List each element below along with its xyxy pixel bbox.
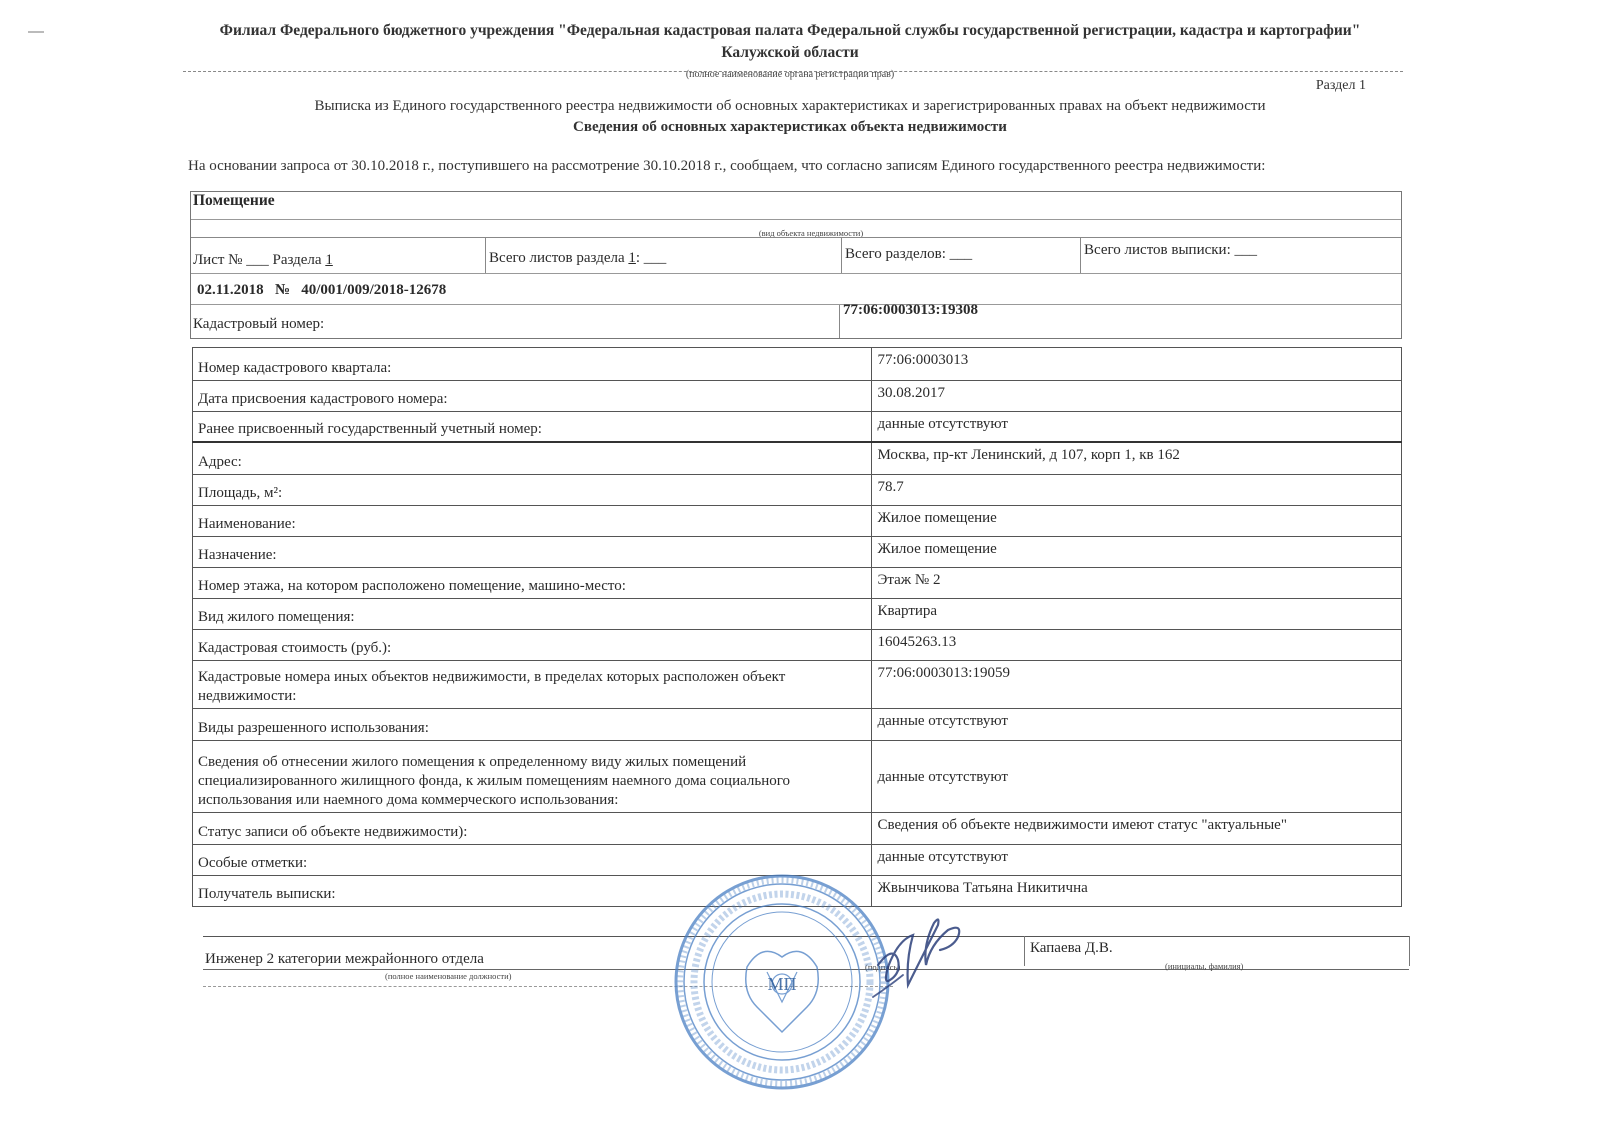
row-label: Ранее присвоенный государственный учетный номер:: [193, 412, 872, 442]
table-row: [193, 741, 1402, 813]
document-title: [200, 96, 1380, 138]
table-row: [193, 813, 1402, 845]
total-sheets-section-value: 1: [628, 250, 636, 266]
row-value: 30.08.2017: [872, 381, 1402, 412]
row-value: данные отсутствуют: [872, 412, 1402, 442]
table-row: [193, 630, 1402, 661]
row-value: Жилое помещение: [872, 537, 1402, 568]
row-value: Жилое помещение: [872, 506, 1402, 537]
registration-date: 02.11.2018: [197, 282, 264, 298]
footer-position-caption: (полное наименование должности): [385, 971, 512, 981]
intro-text: На основании запроса от 30.10.2018 г., поступившего на рассмотрение 30.10.2018 г., сообщаем, что согласно записям Единого государственного реестра недвижимости:: [188, 158, 1266, 174]
table-row: [193, 348, 1402, 381]
table-row: [193, 568, 1402, 599]
row-label: Дата присвоения кадастрового номера:: [193, 381, 872, 412]
row-value: Квартира: [872, 599, 1402, 630]
total-sheets-section-tail: : ___: [635, 250, 667, 266]
sheet-label: [193, 252, 333, 269]
row-value: Жвынчикова Татьяна Никитична: [872, 876, 1402, 907]
table-row: [193, 506, 1402, 537]
registration-info: [197, 282, 446, 299]
row-label: Адрес:: [193, 442, 872, 475]
row-value: данные отсутствуют: [872, 741, 1402, 813]
table-row: [193, 412, 1402, 442]
sheet-divider-1: [485, 238, 486, 273]
row-value: данные отсутствуют: [872, 845, 1402, 876]
row-value: Этаж № 2: [872, 568, 1402, 599]
row-label: Сведения об отнесении жилого помещения к определенному виду жилых помещений специализированного жилищного фонда, к жилым помещениям наемного дома социального использования или наемного дома коммерческого использования:: [193, 741, 872, 813]
total-sheets-section-label: Всего листов раздела: [489, 250, 625, 266]
row-label: Получатель выписки:: [193, 876, 872, 907]
sheet-divider-2: [841, 238, 842, 273]
characteristics-table: [192, 347, 1402, 907]
table-row: [193, 845, 1402, 876]
cadastral-label: Кадастровый номер:: [193, 316, 325, 332]
cadastral-number: 77:06:0003013:19308: [843, 302, 978, 318]
row-value: Сведения об объекте недвижимости имеют статус "актуальные": [872, 813, 1402, 845]
row-label: Номер этажа, на котором расположено помещение, машино-место:: [193, 568, 872, 599]
row-label: Виды разрешенного использования:: [193, 709, 872, 741]
table-row: [193, 475, 1402, 506]
total-sheets-section: [489, 250, 666, 267]
cadastral-row: [191, 302, 1401, 338]
footer-name-caption: (инициалы, фамилия): [1165, 961, 1244, 971]
table-row: [193, 661, 1402, 709]
row-value: данные отсутствуют: [872, 709, 1402, 741]
row-label: Вид жилого помещения:: [193, 599, 872, 630]
table-row: [193, 442, 1402, 475]
sheet-label-text: Лист № ___ Раздела: [193, 252, 322, 268]
row-value: Москва, пр-кт Ленинский, д 107, корп 1, кв 162: [872, 442, 1402, 475]
footer-name: Капаева Д.В.: [1030, 940, 1113, 956]
section-label: Раздел 1: [1315, 78, 1366, 93]
table-row: [193, 599, 1402, 630]
registration-row: [191, 274, 1401, 305]
total-sections: Всего разделов: ___: [845, 246, 973, 262]
total-sheets: Всего листов выписки: ___: [1084, 242, 1257, 258]
row-label: Номер кадастрового квартала:: [193, 348, 872, 381]
row-label: Кадастровая стоимость (руб.):: [193, 630, 872, 661]
document-title-line2: Сведения об основных характеристиках объекта недвижимости: [573, 119, 1007, 135]
row-label: Особые отметки:: [193, 845, 872, 876]
row-label: Площадь, м²:: [193, 475, 872, 506]
table-row: [193, 381, 1402, 412]
sheet-info-row: [191, 238, 1401, 274]
object-type-caption: (вид объекта недвижимости): [758, 228, 864, 238]
sheet-section-number: 1: [325, 252, 333, 268]
footer-signature-caption: (подпись): [865, 962, 901, 972]
object-header-box: [190, 191, 1402, 339]
scan-artifact: [28, 31, 44, 33]
footer-right-edge: [1409, 936, 1410, 966]
number-sign: №: [274, 282, 291, 298]
registration-number: 40/001/009/2018-12678: [301, 282, 447, 298]
row-value: 16045263.13: [872, 630, 1402, 661]
table-row: [193, 537, 1402, 568]
row-label: Статус записи об объекте недвижимости):: [193, 813, 872, 845]
document-title-line1: Выписка из Единого государственного реестра недвижимости об основных характеристиках и зарегистрированных правах на объект недвижимости: [314, 98, 1266, 114]
object-type: Помещение: [193, 192, 275, 209]
object-type-caption-row: [191, 219, 1401, 238]
object-type-row: [191, 192, 1401, 220]
handwritten-signature: [868, 905, 988, 1015]
row-label: Наименование:: [193, 506, 872, 537]
row-label: Кадастровые номера иных объектов недвижимости, в пределах которых расположен объект недвижимости:: [193, 661, 872, 709]
row-value: 78.7: [872, 475, 1402, 506]
cadastral-divider: [839, 305, 840, 338]
footer-divider: [1024, 936, 1025, 966]
table-row: [193, 709, 1402, 741]
official-seal-stamp: [672, 872, 892, 1092]
org-caption: (полное наименование органа регистрации прав): [685, 69, 895, 80]
stamp-mp-text: МП: [767, 974, 797, 994]
footer-position: Инженер 2 категории межрайонного отдела: [205, 951, 484, 967]
row-label: Назначение:: [193, 537, 872, 568]
org-name: Филиал Федерального бюджетного учреждения "Федеральная кадастровая палата Федеральной службы государственной регистрации, кадастра и картографии" Калужской области: [219, 22, 1361, 61]
row-value: 77:06:0003013:19059: [872, 661, 1402, 709]
row-value: 77:06:0003013: [872, 348, 1402, 381]
sheet-divider-3: [1080, 238, 1081, 273]
